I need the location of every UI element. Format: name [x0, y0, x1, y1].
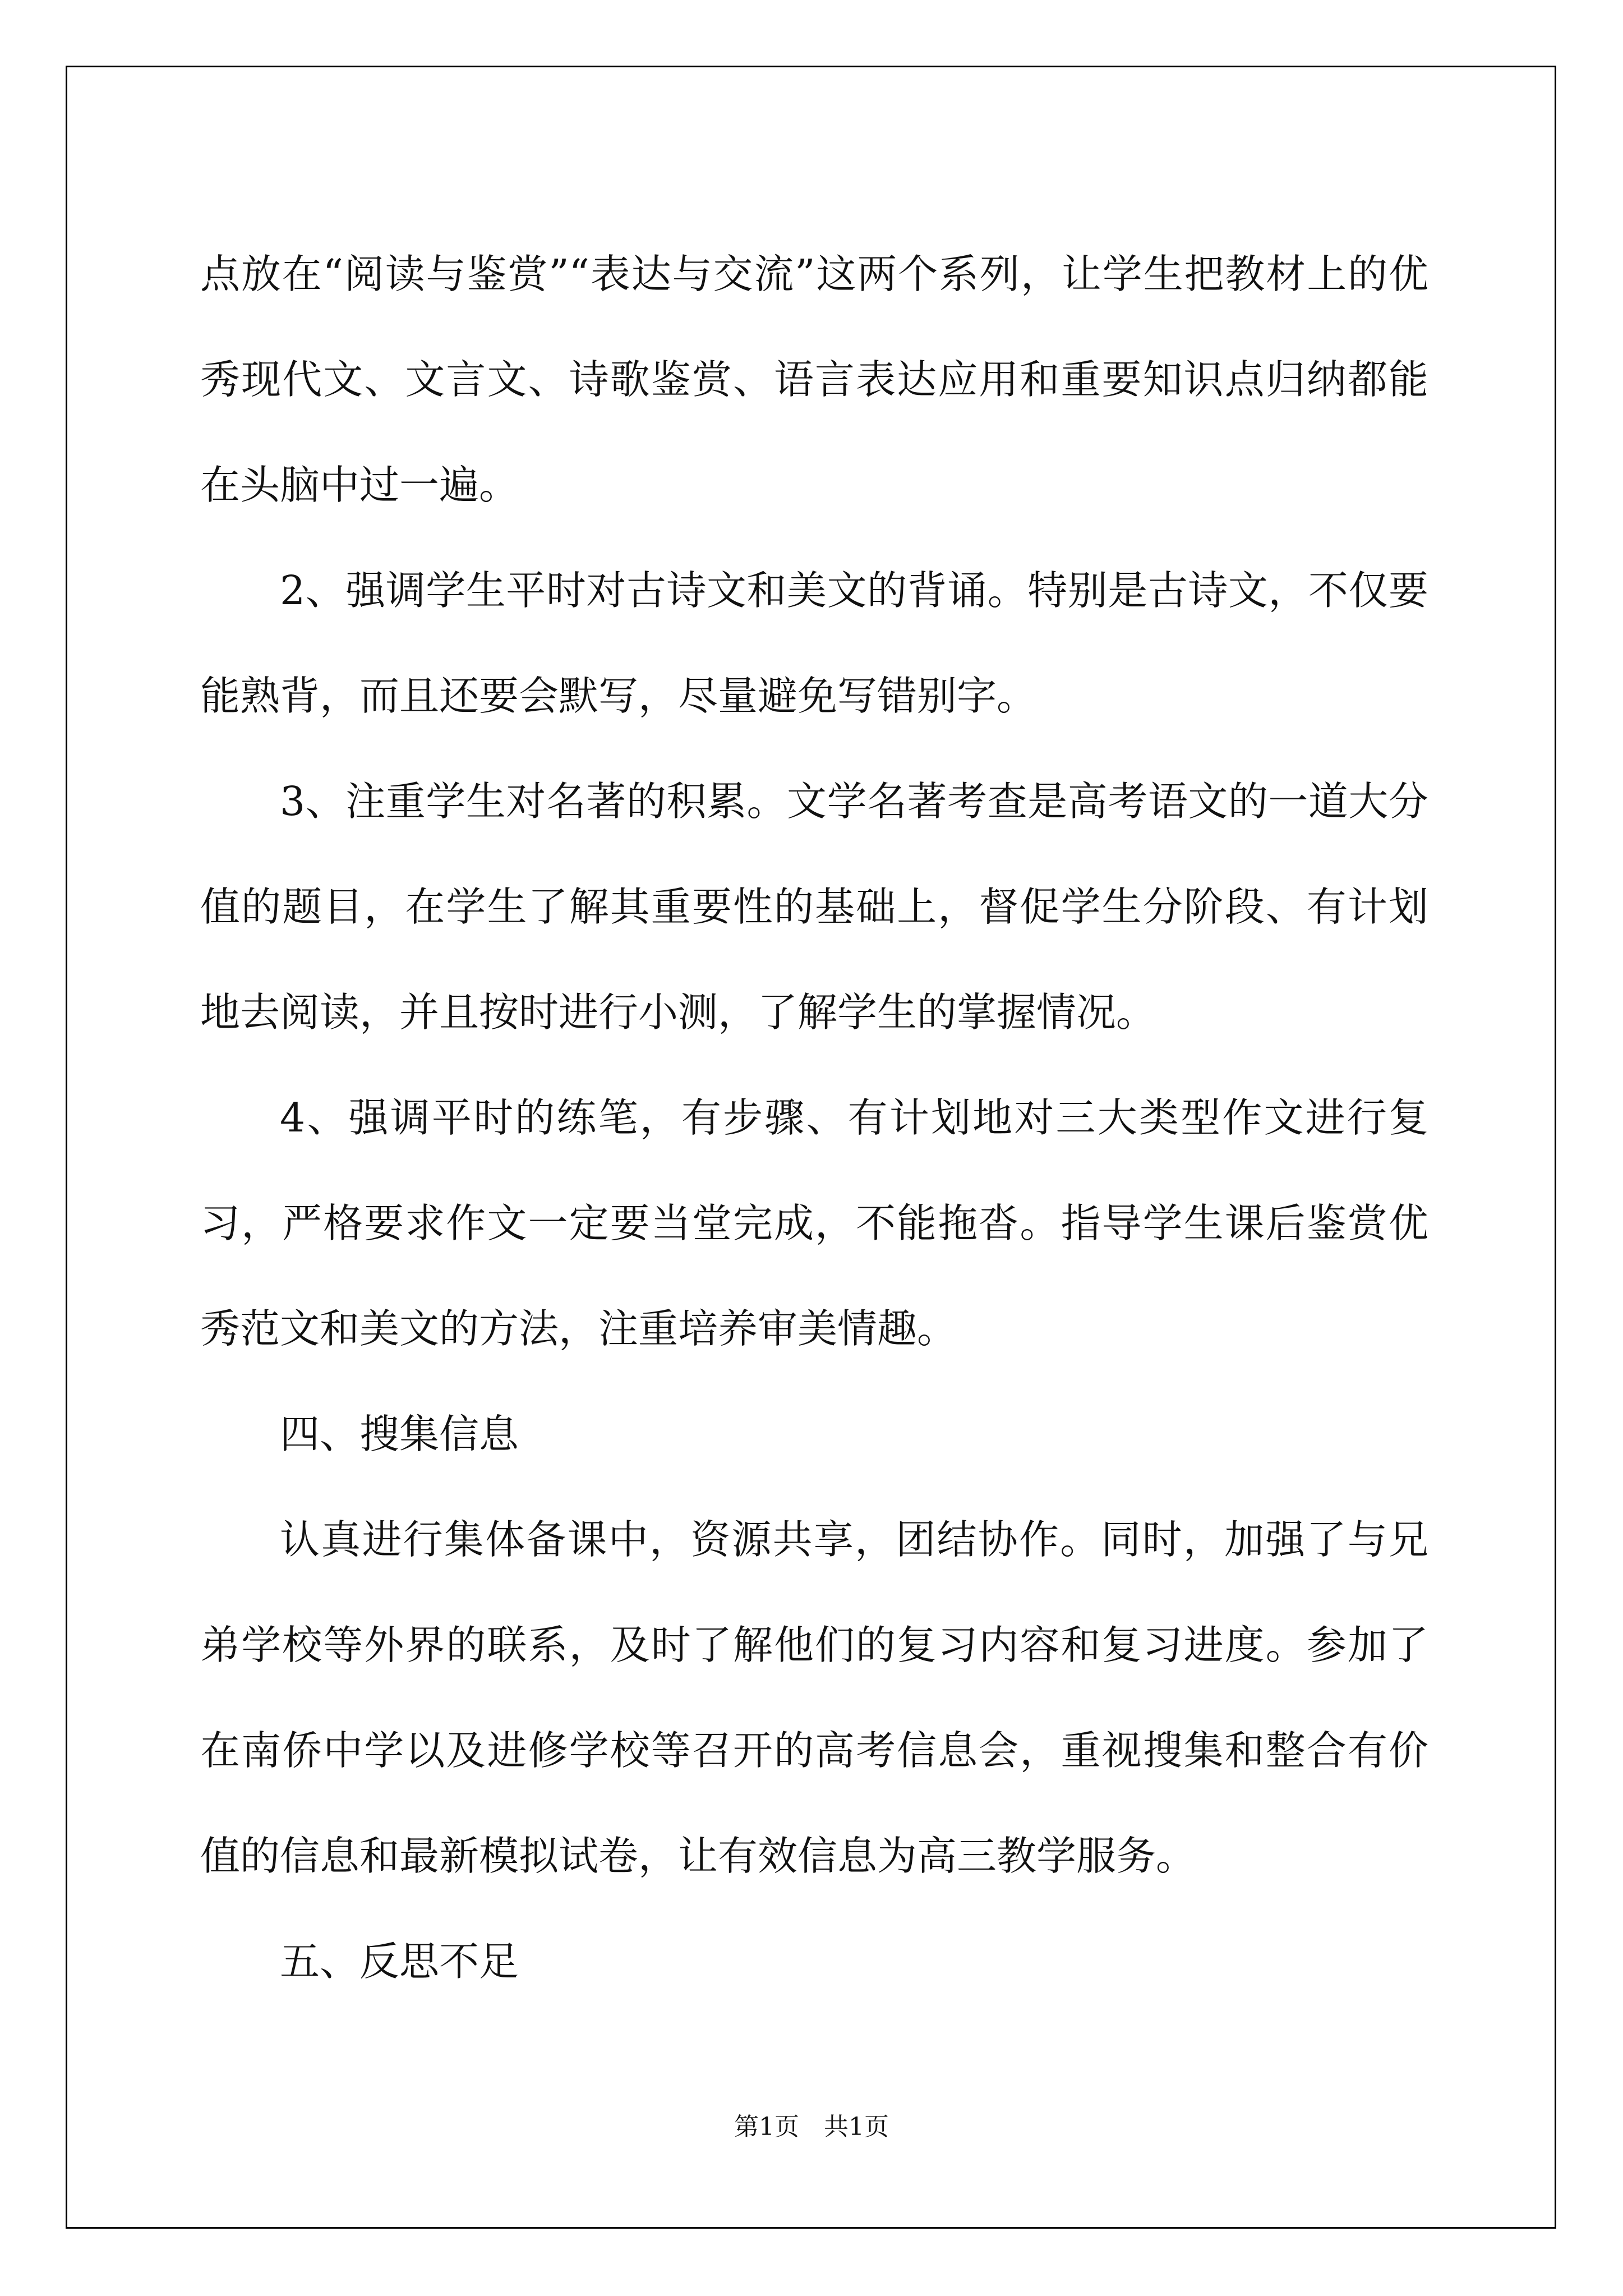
paragraph-item-4: 4、强调平时的练笔，有步骤、有计划地对三大类型作文进行复习，严格要求作文一定要当堂完成，不能拖沓。指导学生课后鉴赏优秀范文和美文的方法，注重培养审美情趣。 — [200, 1094, 1428, 1352]
paragraph-continuation: 点放在“阅读与鉴赏”“表达与交流”这两个系列，让学生把教材上的优秀现代文、文言文、诗歌鉴赏、语言表达应用和重要知识点归纳都能在头脑中过一遍。 — [200, 251, 1428, 508]
paragraph-item-3: 3、注重学生对名著的积累。文学名著考查是高考语文的一道大分值的题目，在学生了解其重要性的基础上，督促学生分阶段、有计划地去阅读，并且按时进行小测，了解学生的掌握情况。 — [200, 778, 1428, 1036]
document-body — [200, 222, 1428, 2014]
paragraph-collect-info: 认真进行集体备课中，资源共享，团结协作。同时，加强了与兄弟学校等外界的联系，及时了解他们的复习内容和复习进度。参加了在南侨中学以及进修学校等召开的高考信息会，重视搜集和整合有价值的信息和最新模拟试卷，让有效信息为高三教学服务。 — [200, 1516, 1428, 1879]
section-heading-reflection: 五、反思不足 — [280, 1938, 519, 1985]
section-heading-collect-info: 四、搜集信息 — [280, 1411, 519, 1457]
page-footer: 第1页 共1页 — [734, 2113, 889, 2141]
paragraph-item-2: 2、强调学生平时对古诗文和美文的背诵。特别是古诗文，不仅要能熟背，而且还要会默写，尽量避免写错别字。 — [200, 567, 1428, 719]
